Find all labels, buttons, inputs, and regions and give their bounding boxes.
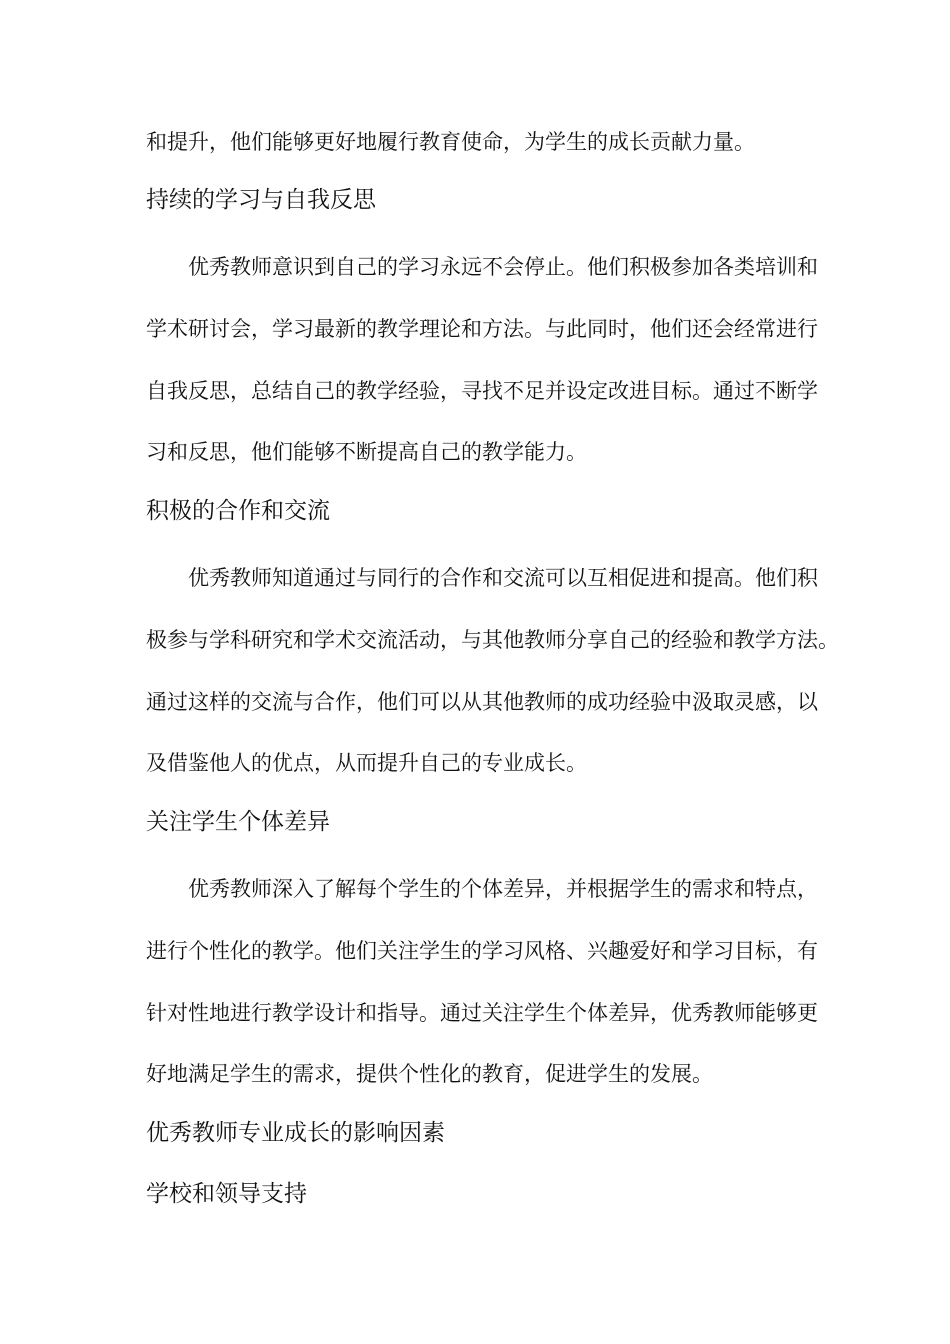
paragraph-line: 和提升，他们能够更好地履行教育使命，为学生的成长贡献力量。: [146, 130, 755, 154]
paragraph-line: 学术研讨会，学习最新的教学理论和方法。与此同时，他们还会经常进行: [146, 317, 818, 341]
paragraph-line: 优秀教师深入了解每个学生的个体差异，并根据学生的需求和特点，: [188, 877, 818, 901]
paragraph-line: 习和反思，他们能够不断提高自己的教学能力。: [146, 440, 587, 464]
paragraph-line: 优秀教师知道通过与同行的合作和交流可以互相促进和提高。他们积: [188, 566, 818, 590]
paragraph-line: 进行个性化的教学。他们关注学生的学习风格、兴趣爱好和学习目标，有: [146, 939, 818, 963]
subsection-heading: 学校和领导支持: [146, 1181, 307, 1207]
paragraph-line: 自我反思，总结自己的教学经验，寻找不足并设定改进目标。通过不断学: [146, 379, 818, 403]
section-heading: 积极的合作和交流: [146, 498, 330, 524]
section-heading: 持续的学习与自我反思: [146, 187, 376, 213]
paragraph-line: 针对性地进行教学设计和指导。通过关注学生个体差异，优秀教师能够更: [146, 1001, 818, 1025]
section-heading: 关注学生个体差异: [146, 809, 330, 835]
paragraph-line: 通过这样的交流与合作，他们可以从其他教师的成功经验中汲取灵感，以: [146, 690, 818, 714]
section-heading: 优秀教师专业成长的影响因素: [146, 1120, 445, 1146]
paragraph-line: 极参与学科研究和学术交流活动，与其他教师分享自己的经验和教学方法。: [146, 628, 839, 652]
paragraph-line: 及借鉴他人的优点，从而提升自己的专业成长。: [146, 751, 587, 775]
paragraph-line: 好地满足学生的需求，提供个性化的教育，促进学生的发展。: [146, 1062, 713, 1086]
paragraph-line: 优秀教师意识到自己的学习永远不会停止。他们积极参加各类培训和: [188, 255, 818, 279]
